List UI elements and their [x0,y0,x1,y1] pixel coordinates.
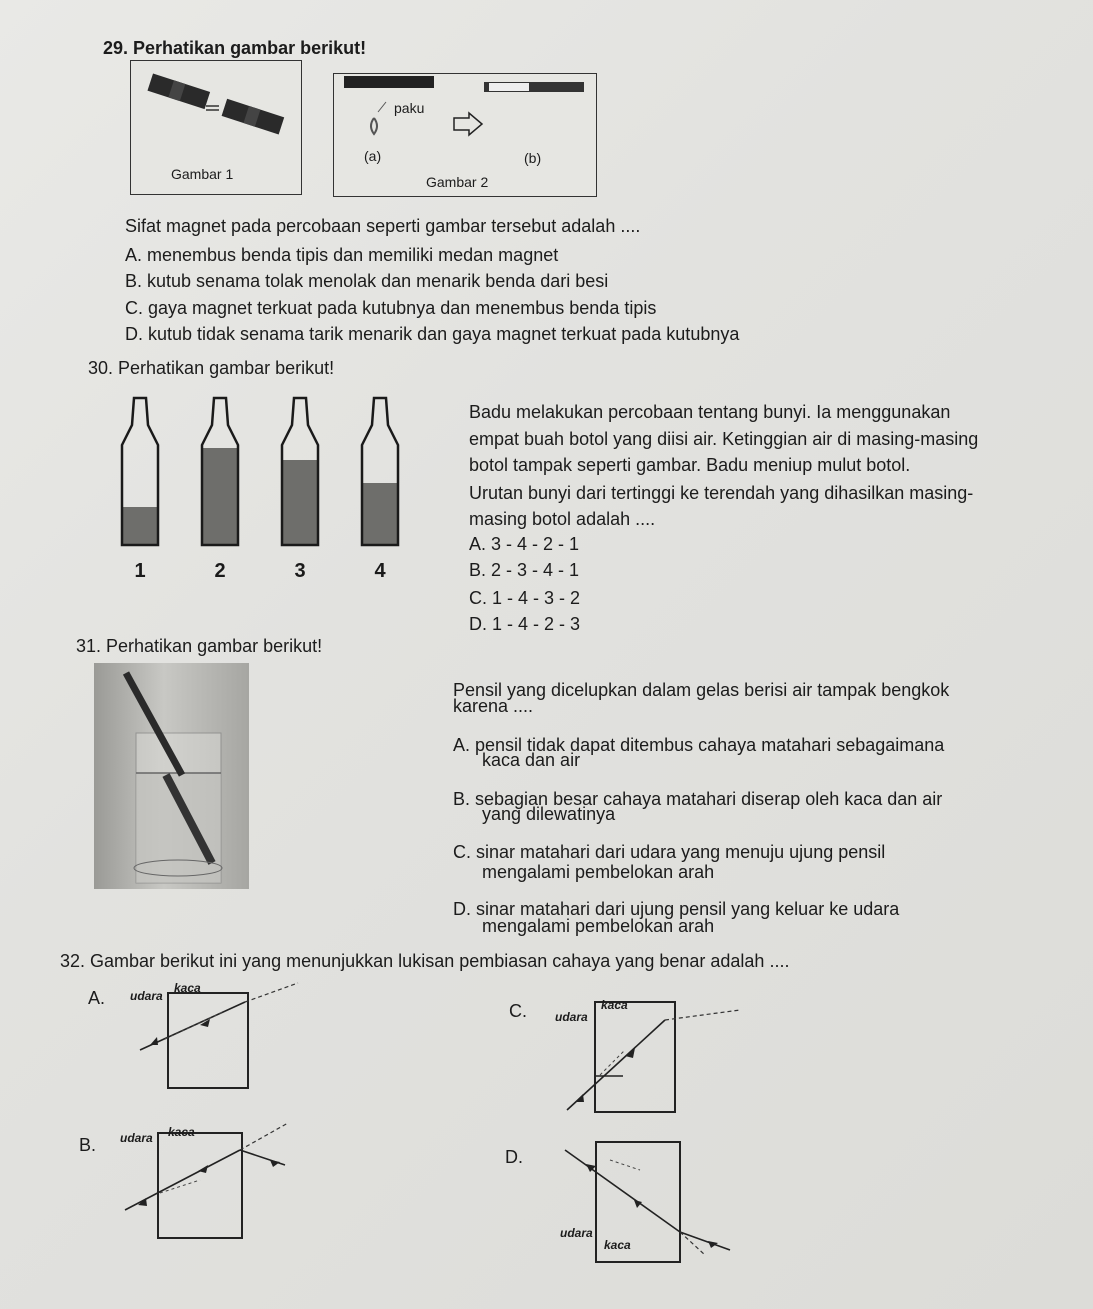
q30-option-b: B. 2 - 3 - 4 - 1 [469,560,580,580]
diagram-b [120,1115,300,1245]
q30-text-line-4: Urutan bunyi dari tertinggi ke terendah yang dihasilkan masing- [469,483,974,503]
diagram-c-udara-label: udara [555,1010,588,1024]
bottle-1 [122,398,158,582]
q30-option-c: C. 1 - 4 - 3 - 2 [469,588,581,608]
diagram-d-letter: D. [505,1147,523,1167]
q31-option-a-line2: kaca dan air [482,750,581,770]
glass-block [168,993,248,1088]
q31-option-d-line1: D. sinar matahari dari ujung pensil yang keluar ke udara [453,899,900,919]
diagram-a-udara-label: udara [130,989,163,1003]
q29-option-d: D. kutub tidak senama tarik menarik dan gaya magnet terkuat pada kutubnya [125,324,740,344]
diagram-b-udara-label: udara [120,1131,153,1145]
q29-option-b: B. kutub senama tolak menolak dan menarik benda dari besi [125,271,609,291]
bottle-3-number: 3 [294,560,306,582]
diagram-d [550,1130,740,1265]
diagram-b-letter: B. [79,1135,97,1155]
q29-option-a: A. menembus benda tipis dan memiliki medan magnet [125,245,559,265]
q31-option-a-line1: A. pensil tidak dapat ditembus cahaya matahari sebagaimana [453,735,945,755]
diagram-c-kaca-label: kaca [601,998,628,1012]
diagram-c-letter: C. [509,1001,527,1021]
q29-option-c: C. gaya magnet terkuat pada kutubnya dan menembus benda tipis [125,298,657,318]
bottle-3-water [282,460,318,545]
q31-heading: 31. Perhatikan gambar berikut! [76,636,323,656]
part-b-label: (b) [524,150,542,166]
q31-option-b-line1: B. sebagian besar cahaya matahari diserap oleh kaca dan air [453,789,943,809]
bottle-2-water [202,448,238,545]
q29-question: Sifat magnet pada percobaan seperti gambar tersebut adalah .... [125,216,641,236]
q30-heading: 30. Perhatikan gambar berikut! [88,358,335,378]
bottle-3 [282,398,318,582]
pencil-in-glass-photo [94,663,249,889]
bottle-1-water [122,507,158,545]
arrow-right-icon [454,113,482,135]
q31-option-c-line1: C. sinar matahari dari udara yang menuju ujung pensil [453,842,886,862]
q30-text-line-1: Badu melakukan percobaan tentang bunyi. Ia menggunakan [469,402,951,422]
bottle-2 [202,398,238,582]
diagram-d-kaca-label: kaca [604,1238,631,1252]
gambar-1-label: Gambar 1 [171,166,234,182]
q31-option-d-line2: mengalami pembelokan arah [482,916,715,936]
q31-text-line-1: Pensil yang dicelupkan dalam gelas berisi air tampak bengkok [453,680,950,700]
q31-option-b-line2: yang dilewatinya [482,804,616,824]
diagram-d-udara-label: udara [560,1226,593,1240]
q30-option-d: D. 1 - 4 - 2 - 3 [469,614,581,634]
diagram-c [555,990,755,1120]
diagram-a-letter: A. [88,988,106,1008]
q29-heading: 29. Perhatikan gambar berikut! [103,38,367,58]
bottle-2-number: 2 [214,560,226,582]
glass-block [595,1002,675,1112]
q30-option-a: A. 3 - 4 - 2 - 1 [469,534,580,554]
bottle-4-water [362,483,398,545]
bottle-4-number: 4 [374,560,386,582]
diagram-b-kaca-label: kaca [168,1125,195,1139]
bottles-figure [110,390,410,590]
q30-text-line-2: empat buah botol yang diisi air. Ketinggian air di masing-masing [469,429,979,449]
gambar-1-figure [130,60,302,195]
part-a-label: (a) [364,148,382,164]
q32-heading: 32. Gambar berikut ini yang menunjukkan lukisan pembiasan cahaya yang benar adalah .... [60,951,790,971]
bottle-4 [362,398,398,582]
diagram-a [130,975,310,1095]
q31-option-c-line2: mengalami pembelokan arah [482,862,715,882]
gambar-2-figure [333,73,597,197]
q30-text-line-3: botol tampak seperti gambar. Badu meniup mulut botol. [469,455,911,475]
diagram-a-kaca-label: kaca [174,981,201,995]
gambar-2-label: Gambar 2 [426,174,489,190]
q31-text-line-2: karena .... [453,696,534,716]
q30-text-line-5: masing botol adalah .... [469,509,656,529]
bottle-1-number: 1 [134,560,146,582]
paku-label: paku [394,100,425,116]
